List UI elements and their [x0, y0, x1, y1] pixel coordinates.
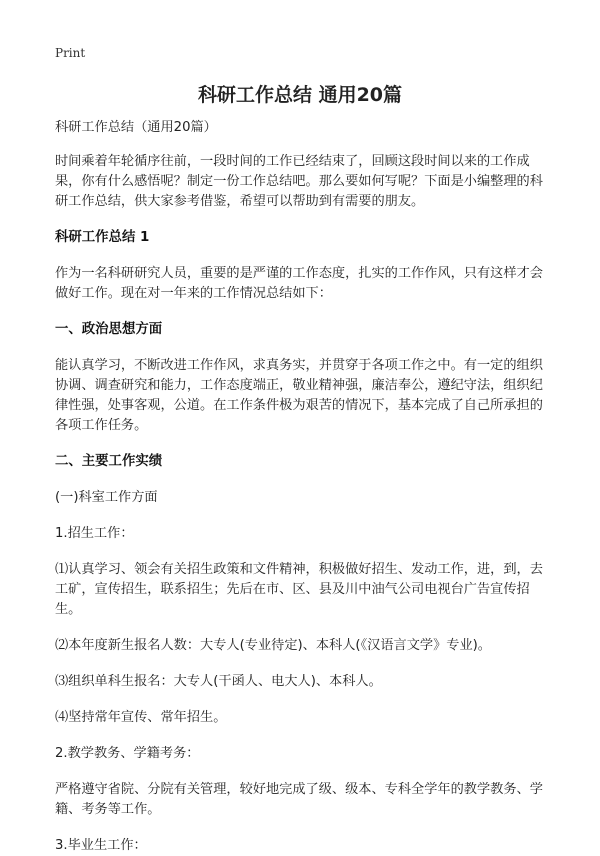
teaching-heading: 2.教学教务、学籍考务： — [55, 746, 200, 761]
document-subtitle: 科研工作总结（通用20篇） — [55, 120, 217, 135]
enroll-item-4: ⑷坚持常年宣传、常年招生。 — [55, 710, 227, 725]
office-subheading: (一)科室工作方面 — [55, 490, 158, 505]
enroll-heading: 1.招生工作： — [55, 526, 134, 541]
print-link[interactable]: Print — [55, 46, 86, 60]
work-heading: 二、主要工作实绩 — [55, 454, 163, 469]
graduate-heading: 3.毕业生工作： — [55, 838, 147, 853]
politics-paragraph: 能认真学习，不断改进工作作风，求真务实，并贯穿于各项工作之中。有一定的组织协调、调查研究和能力，工作态度端正，敬业精神强，廉洁奉公，遵纪守法，组织纪律性强，处事客观，公道。在工作条件极为艰苦的情况下，基本完成了自己所承担的各项工作任务。 — [55, 358, 543, 433]
article-body — [55, 118, 550, 856]
enroll-item-1: ⑴认真学习、领会有关招生政策和文件精神，积极做好招生、发动工作，进，到，去工矿，宣传招生，联系招生；先后在市、区、县及川中油气公司电视台广告宣传招生。 — [55, 562, 543, 617]
section-heading: 科研工作总结 1 — [55, 230, 150, 245]
teaching-paragraph: 严格遵守省院、分院有关管理，较好地完成了级、级本、专科全学年的教学教务、学籍、考务等工作。 — [55, 782, 543, 817]
politics-heading: 一、政治思想方面 — [55, 322, 163, 337]
enroll-item-2: ⑵本年度新生报名人数：大专人(专业待定)、本科人(《汉语言文学》专业)。 — [55, 638, 491, 653]
section-intro-paragraph: 作为一名科研研究人员，重要的是严谨的工作态度，扎实的工作作风，只有这样才会做好工作。现在对一年来的工作情况总结如下： — [55, 266, 543, 301]
page-title: 科研工作总结 通用20篇 — [197, 84, 403, 106]
intro-paragraph: 时间乘着年轮循序往前，一段时间的工作已经结束了，回顾这段时间以来的工作成果，你有什么感悟呢？制定一份工作总结吧。那么要如何写呢？下面是小编整理的科研工作总结，供大家参考借鉴，希望可以帮助到有需要的朋友。 — [55, 154, 543, 209]
enroll-item-3: ⑶组织单科生报名：大专人(干函人、电大人)、本科人。 — [55, 674, 382, 689]
